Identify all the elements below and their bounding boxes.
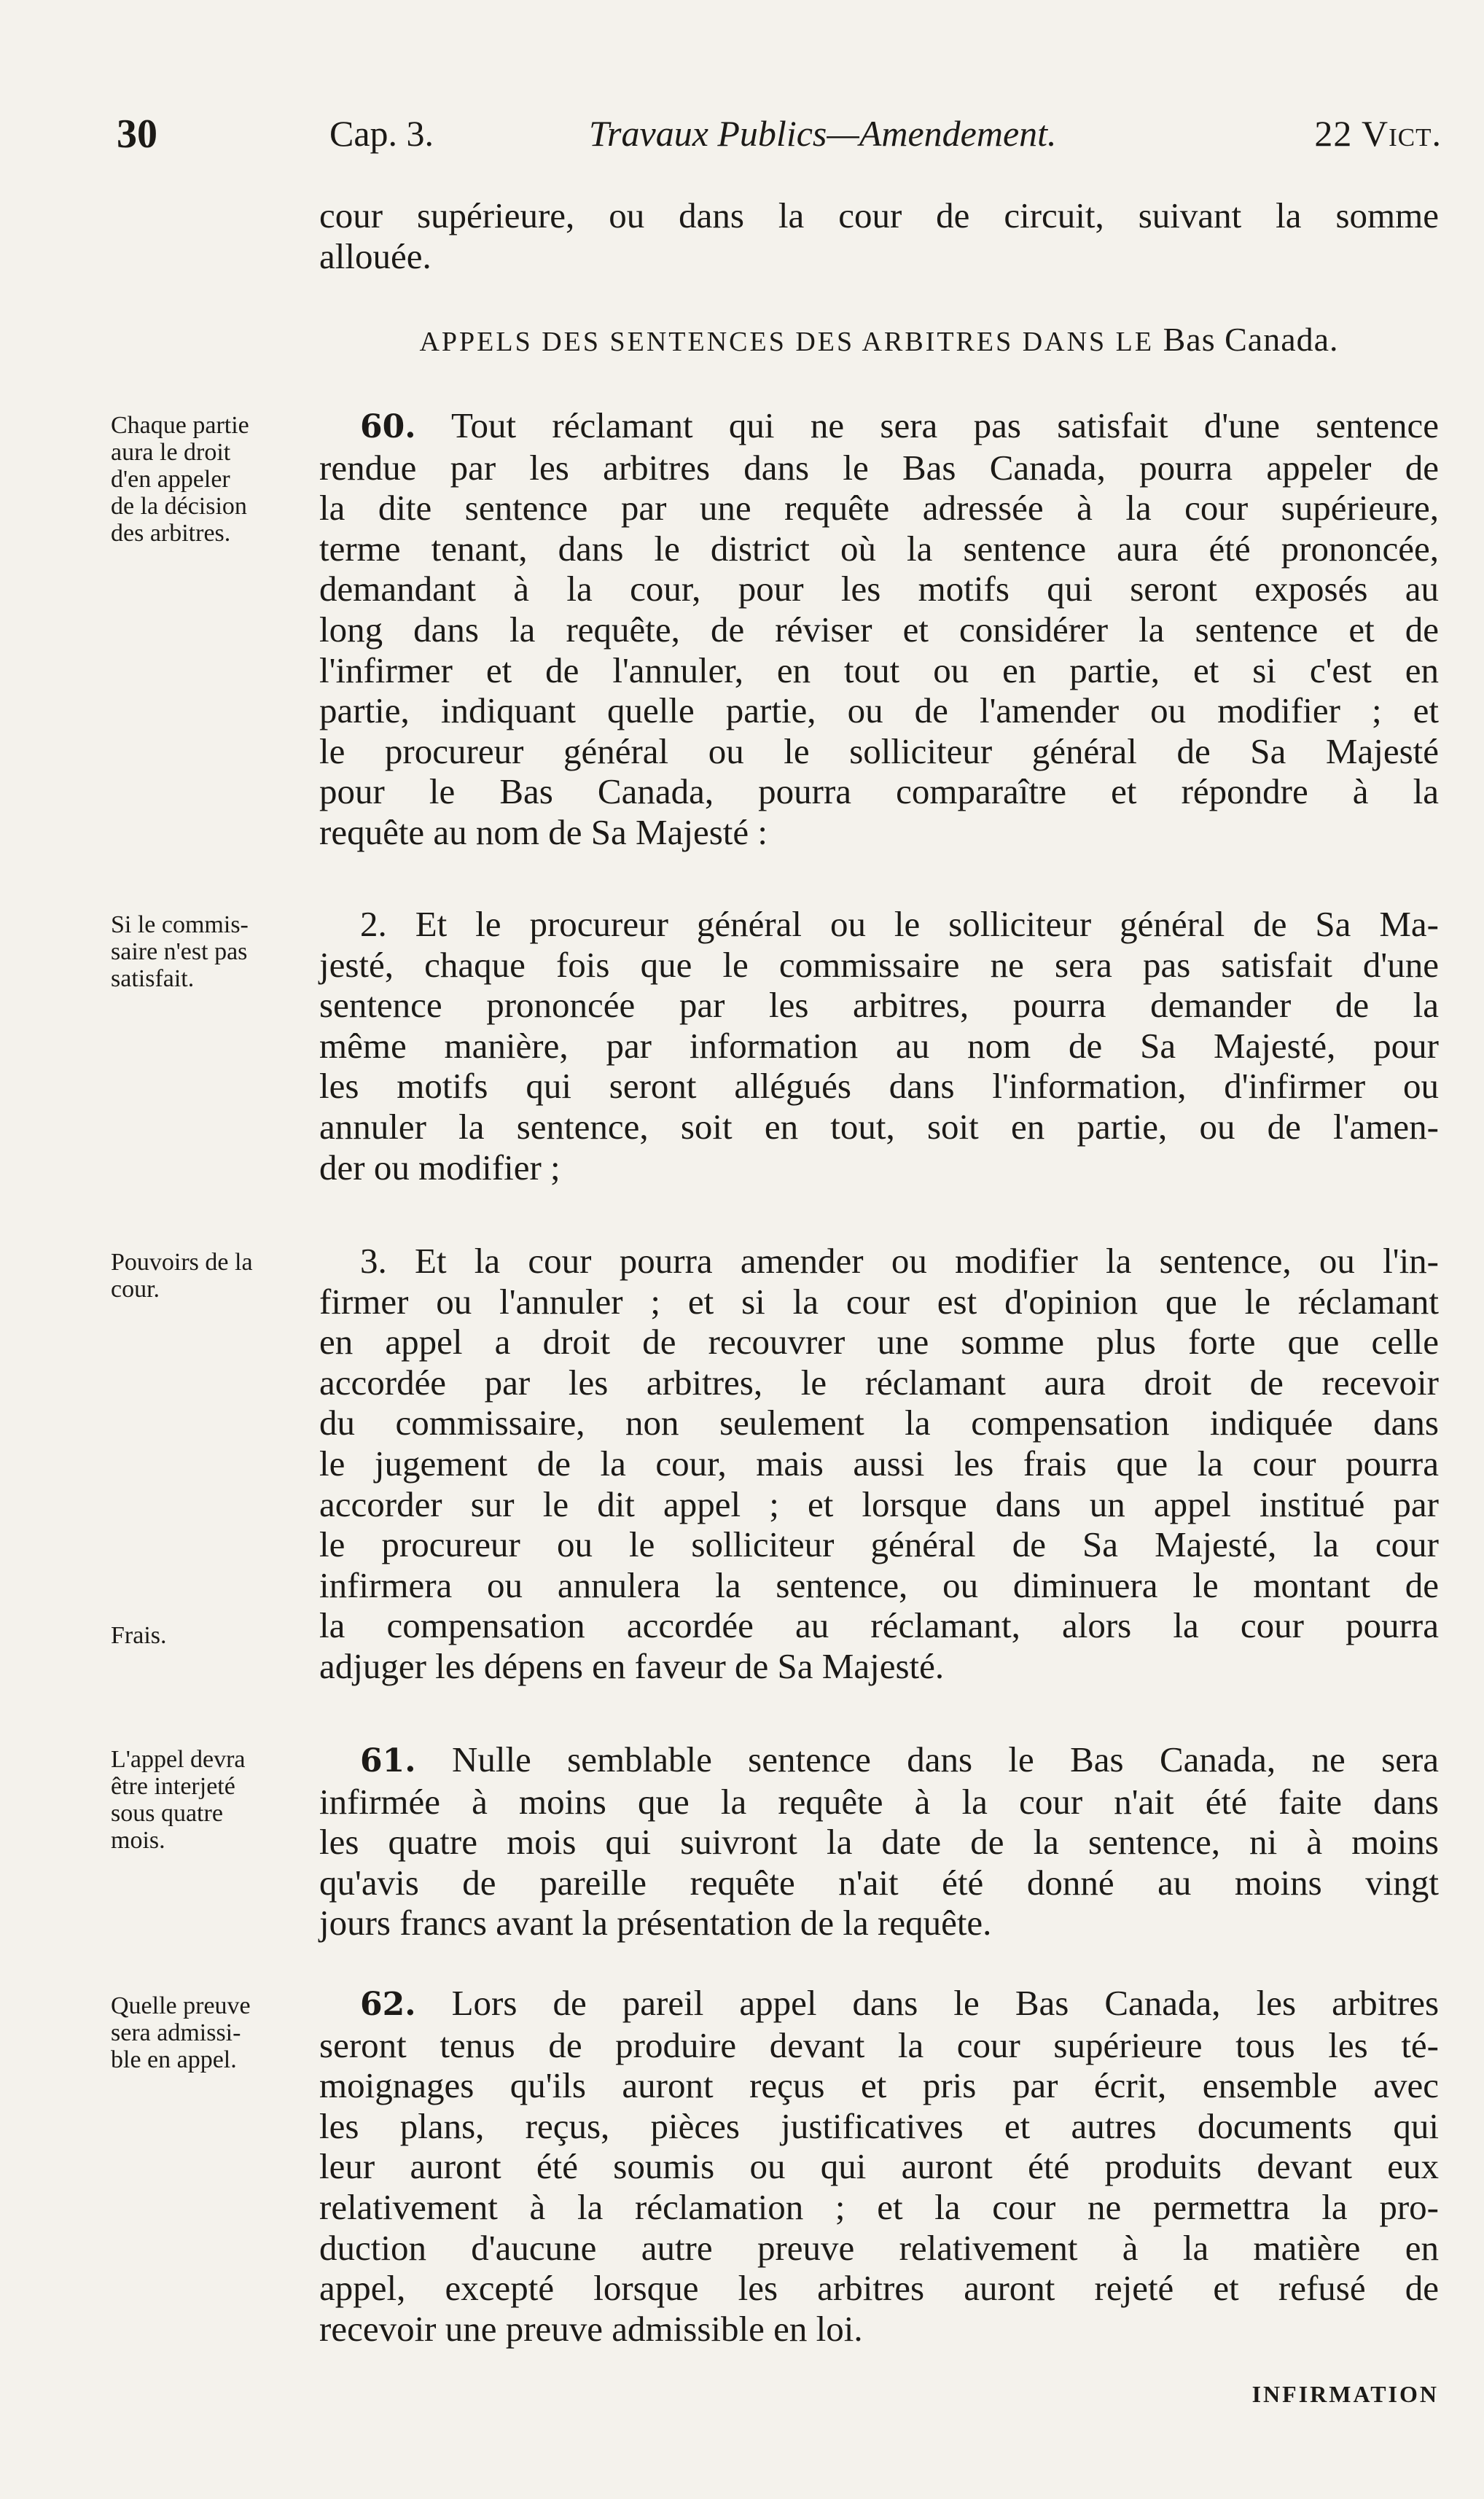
text-line: pour le Bas Canada, pourra comparaître et répondre à la xyxy=(319,771,1439,812)
text-line: recevoir une preuve admissible en loi. xyxy=(319,2308,863,2349)
text-line: sentence prononcée par les arbitres, pourra demander de la xyxy=(319,985,1439,1026)
text-line: du commissaire, non seulement la compensation indiquée dans xyxy=(319,1403,1439,1443)
text-line: rendue par les arbitres dans le Bas Canada, pourra appeler de xyxy=(319,447,1439,488)
section-number: 62. xyxy=(360,1986,416,2023)
section-number: 60. xyxy=(360,408,416,445)
text-line: les quatre mois qui suivront la date de la sentence, ni à moins xyxy=(319,1822,1439,1863)
marginal-note-60-2: Si le commis- saire n'est pas satisfait. xyxy=(111,911,249,992)
text-line: qu'avis de pareille requête n'ait été donné au moins vingt xyxy=(319,1862,1439,1903)
text-line: Tout réclamant qui ne sera pas satisfait d'une sentence xyxy=(451,405,1439,445)
text-line: les motifs qui seront allégués dans l'information, d'infirmer ou xyxy=(319,1066,1439,1107)
section-60-2 xyxy=(319,904,1439,1188)
text-line: Lors de pareil appel dans le Bas Canada, les arbitres xyxy=(451,1983,1440,2023)
text-line: seront tenus de produire devant la cour supérieure tous les té- xyxy=(319,2024,1439,2065)
text-line: der ou modifier ; xyxy=(319,1147,561,1188)
text-line: le procureur général ou le solliciteur général de Sa Majesté xyxy=(319,730,1439,771)
chapter-label: Cap. 3. xyxy=(329,113,434,154)
text-line: annuler la sentence, soit en tout, soit en partie, ou de l'amen- xyxy=(319,1106,1439,1147)
text-line: demandant à la cour, pour les motifs qui seront exposés au xyxy=(319,569,1439,609)
text-line: terme tenant, dans le district où la sentence aura été prononcée, xyxy=(319,528,1439,569)
text-line: même manière, par information au nom de Sa Majesté, pour xyxy=(319,1025,1439,1066)
marginal-note-62: Quelle preuve sera admissi- ble en appel. xyxy=(111,1992,251,2073)
text-line: jesté, chaque fois que le commissaire ne sera pas satisfait d'une xyxy=(319,944,1439,985)
page-number: 30 xyxy=(117,112,157,157)
text-line: infirmée à moins que la requête à la cour n'ait été faite dans xyxy=(319,1781,1439,1822)
text-line: 3. Et la cour pourra amender ou modifier la sentence, ou l'in- xyxy=(360,1241,1439,1281)
section-60-3 xyxy=(319,1241,1439,1687)
marginal-note-60-3: Pouvoirs de la cour. xyxy=(111,1249,253,1303)
text-line: long dans la requête, de réviser et considérer la sentence et de xyxy=(319,609,1439,650)
text-line: les plans, reçus, pièces justificatives et autres documents qui xyxy=(319,2105,1439,2146)
text-line: duction d'aucune autre preuve relativement à la matière en xyxy=(319,2227,1439,2268)
section-number: 61. xyxy=(360,1742,416,1779)
regnal-year: 22 Vict. xyxy=(1314,113,1442,154)
text-line: accorder sur le dit appel ; et lorsque dans un appel institué par xyxy=(319,1484,1439,1524)
text-line: partie, indiquant quelle partie, ou de l'amender ou modifier ; et xyxy=(319,690,1439,731)
section-62 xyxy=(319,1983,1439,2349)
text-line: firmer ou l'annuler ; et si la cour est d'opinion que le réclamant xyxy=(319,1281,1439,1322)
text-line: moignages qu'ils auront reçus et pris par écrit, ensemble avec xyxy=(319,2065,1439,2106)
text-line: cour supérieure, ou dans la cour de circuit, suivant la somme xyxy=(319,195,1439,235)
text-line: adjuger les dépens en faveur de Sa Majesté. xyxy=(319,1645,945,1686)
marginal-note-61: L'appel devra être interjeté sous quatre mois. xyxy=(111,1746,246,1854)
marginal-note-60: Chaque partie aura le droit d'en appeler de la décision des arbitres. xyxy=(111,412,249,547)
text-line: la compensation accordée au réclamant, alors la cour pourra xyxy=(319,1605,1439,1646)
catchword: INFIRMATION xyxy=(1251,2381,1439,2407)
text-line: infirmera ou annulera la sentence, ou diminuera le montant de xyxy=(319,1564,1439,1605)
section-heading: APPELS DES SENTENCES DES ARBITRES DANS LE Bas Canada. xyxy=(419,321,1339,358)
text-line: l'infirmer et de l'annuler, en tout ou en partie, et si c'est en xyxy=(319,650,1439,690)
text-line: 2. Et le procureur général ou le solliciteur général de Sa Ma- xyxy=(360,904,1439,944)
running-title: Travaux Publics—Amendement. xyxy=(589,113,1057,154)
text-line: accordée par les arbitres, le réclamant aura droit de recevoir xyxy=(319,1362,1439,1403)
section-heading-place: Bas Canada. xyxy=(1163,321,1339,358)
text-line: Nulle semblable sentence dans le Bas Canada, ne sera xyxy=(451,1739,1440,1779)
text-line: relativement à la réclamation ; et la cour ne permettra la pro- xyxy=(319,2186,1439,2227)
text-line: le jugement de la cour, mais aussi les frais que la cour pourra xyxy=(319,1443,1439,1484)
intro-paragraph xyxy=(319,195,1439,276)
text-line: jours francs avant la présentation de la requête. xyxy=(319,1903,992,1944)
text-line: en appel a droit de recouvrer une somme plus forte que celle xyxy=(319,1322,1439,1362)
section-61 xyxy=(319,1739,1439,1944)
section-60 xyxy=(319,405,1439,853)
text-line: la dite sentence par une requête adressée à la cour supérieure, xyxy=(319,488,1439,529)
text-line: leur auront été soumis ou qui auront été produits devant eux xyxy=(319,2146,1439,2187)
marginal-note-frais: Frais. xyxy=(111,1622,167,1649)
text-line: requête au nom de Sa Majesté : xyxy=(319,811,768,852)
text-line: le procureur ou le solliciteur général de Sa Majesté, la cour xyxy=(319,1524,1439,1565)
text-line: appel, excepté lorsque les arbitres auront rejeté et refusé de xyxy=(319,2268,1439,2309)
text-line: allouée. xyxy=(319,235,431,276)
